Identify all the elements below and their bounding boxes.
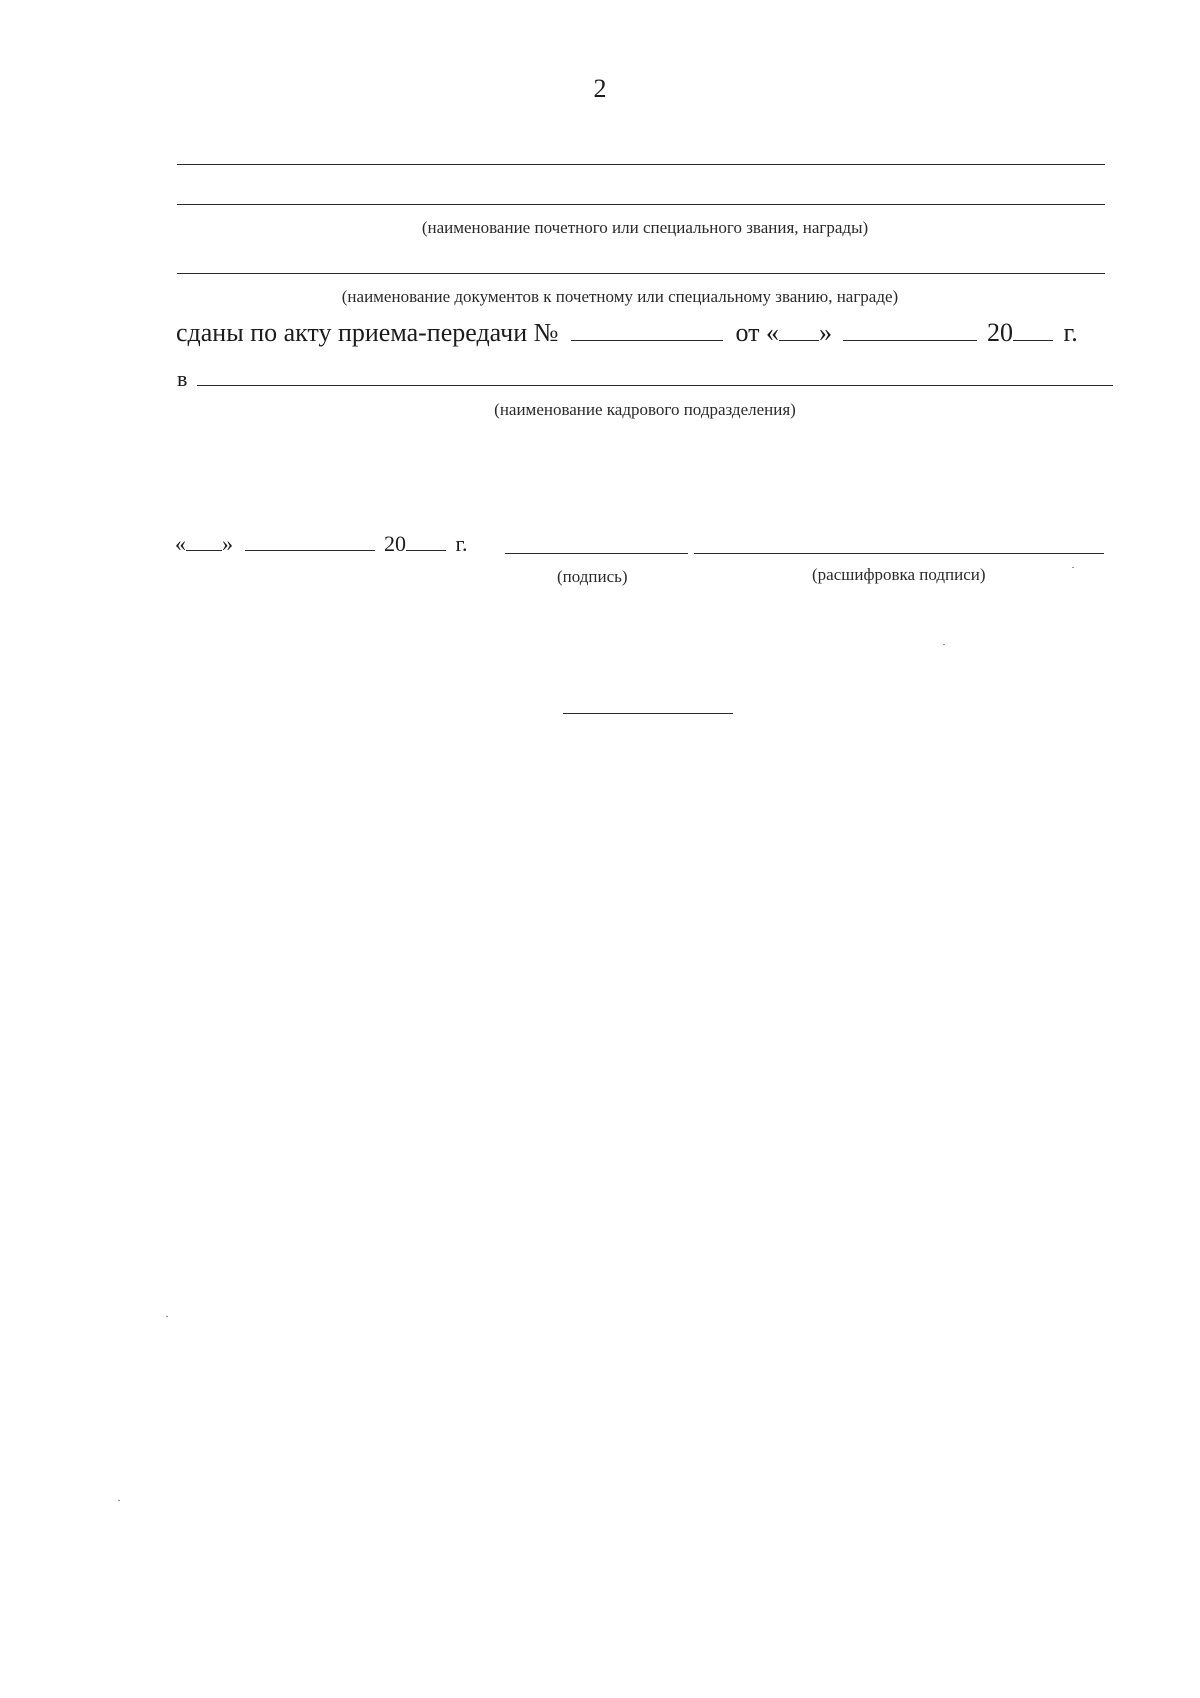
caption-department: (наименование кадрового подразделения): [494, 400, 796, 419]
caption-signature: (подпись): [557, 567, 628, 586]
act-year-field[interactable]: [1013, 322, 1053, 341]
signature-date-row: [175, 531, 468, 557]
quote-close: »: [819, 318, 833, 347]
handed-over-text: сданы по акту приема-передачи №: [176, 318, 559, 347]
signature-line[interactable]: [505, 553, 688, 554]
from-text: от «: [735, 318, 780, 347]
caption-title: (наименование почетного или специального звания, награды): [421, 218, 869, 237]
act-month-field[interactable]: [843, 322, 977, 341]
scan-speck: [1072, 567, 1074, 568]
signature-decoding-line[interactable]: [694, 553, 1104, 554]
year-suffix: г.: [1063, 318, 1078, 347]
scan-speck: [166, 1316, 168, 1317]
act-number-field[interactable]: [571, 322, 723, 341]
sign-quote-close: »: [222, 531, 233, 556]
sign-day-field[interactable]: [186, 532, 222, 551]
page-number: 2: [593, 74, 607, 103]
title-line-2: [177, 204, 1105, 205]
department-line[interactable]: [197, 385, 1113, 386]
sign-year-field[interactable]: [406, 532, 446, 551]
title-line-1: [177, 164, 1105, 165]
caption-documents: (наименование документов к почетному или специальному званию, награде): [341, 287, 899, 306]
in-text: в: [177, 366, 188, 391]
sign-year-prefix: 20: [384, 531, 406, 556]
year-prefix: 20: [987, 318, 1014, 347]
scan-speck: [118, 1500, 120, 1501]
sign-year-suffix: г.: [455, 531, 468, 556]
scan-speck: [943, 644, 945, 645]
end-separator-line: [563, 713, 733, 714]
documents-line: [177, 273, 1105, 274]
handed-over-row: [176, 318, 1078, 348]
sign-month-field[interactable]: [245, 532, 375, 551]
sign-quote-open: «: [175, 531, 186, 556]
caption-decoding: (расшифровка подписи): [812, 565, 986, 584]
act-day-field[interactable]: [779, 322, 819, 341]
